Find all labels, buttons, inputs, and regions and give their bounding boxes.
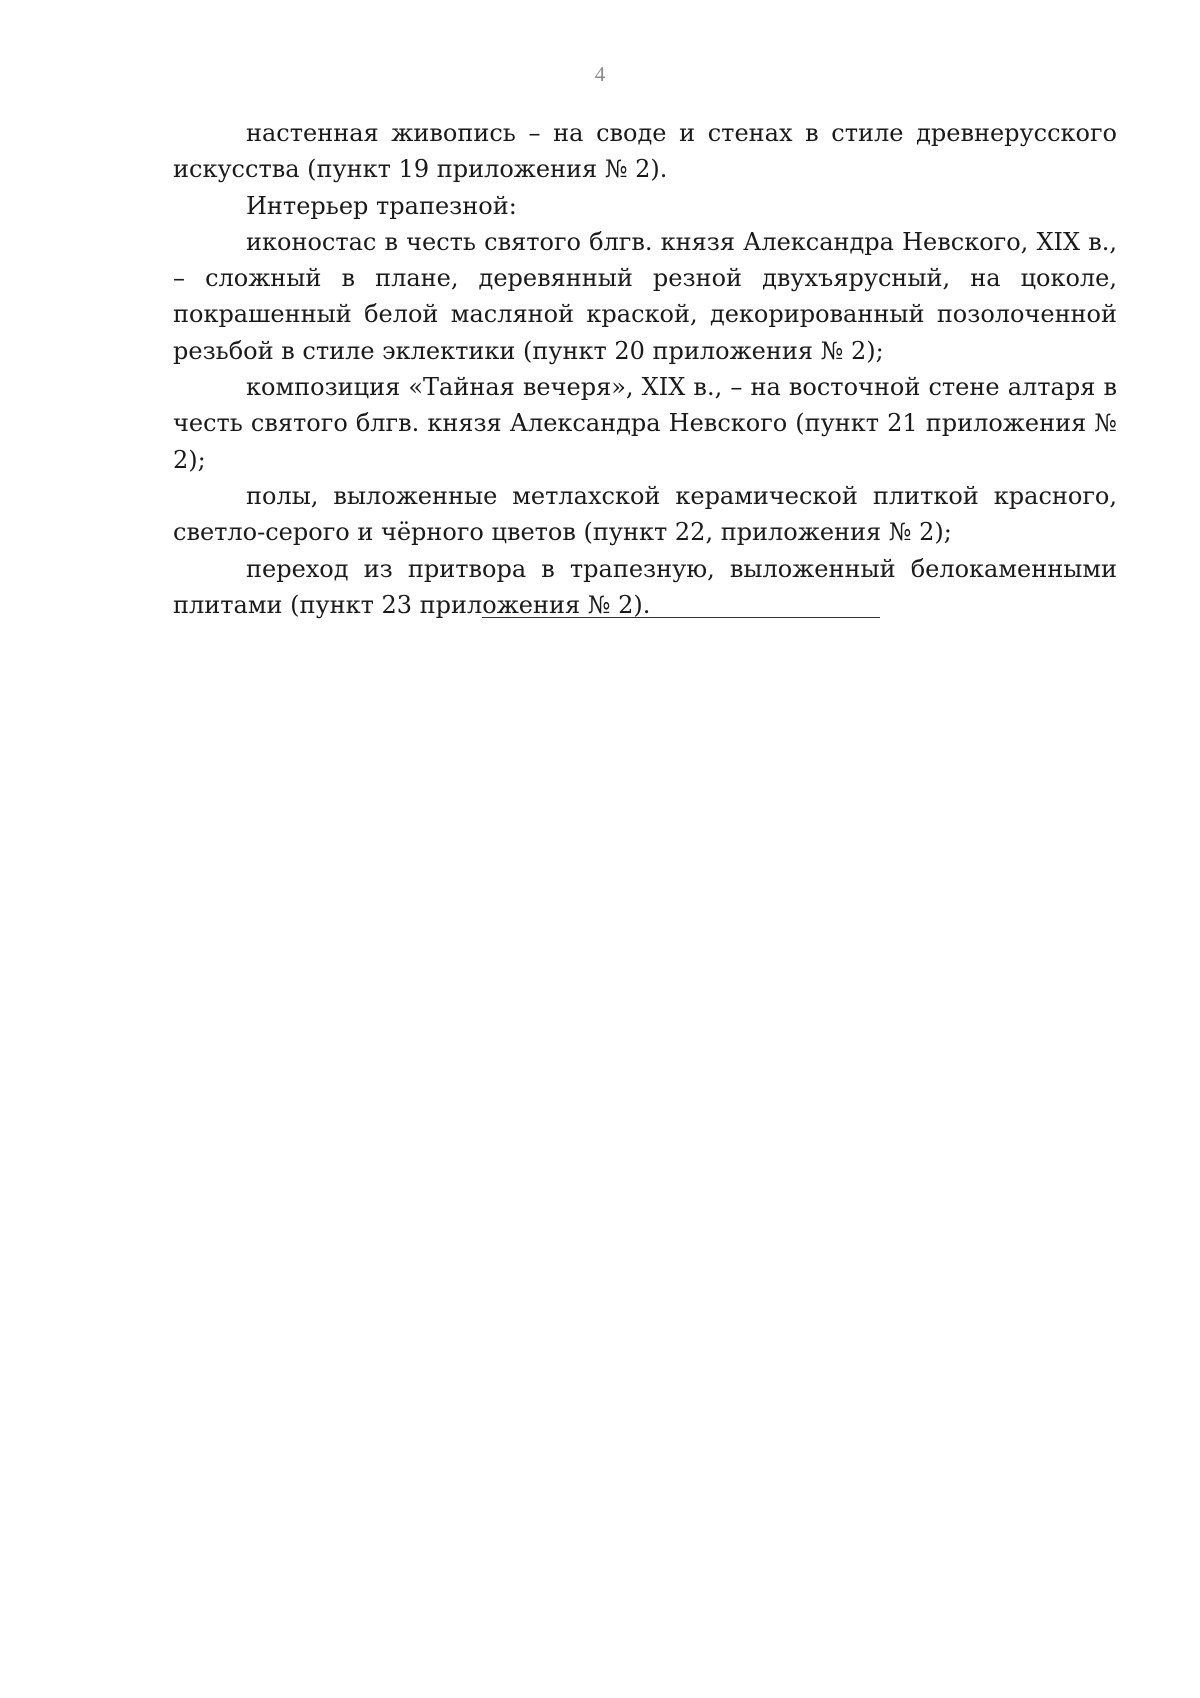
paragraph-passage: переход из притвора в трапезную, выложенный белокаменными плитами (пункт 23 приложения № 2). (173, 554, 1117, 619)
paragraph-last-supper: композиция «Тайная вечеря», XIX в., – на восточной стене алтаря в честь святого блгв. князя Александра Невского (пункт 21 приложения № 2); (173, 373, 1117, 474)
paragraph-floors: полы, выложенные метлахской керамической плиткой красного, светло-серого и чёрного цветов (пункт 22, приложения № 2); (173, 481, 1117, 547)
document-body (173, 115, 1117, 623)
page-number: 4 (594, 62, 606, 86)
end-divider-line (482, 617, 880, 618)
paragraph-wall-painting: настенная живопись – на своде и стенах в стиле древнерусского искусства (пункт 19 приложения № 2). (173, 119, 1117, 184)
paragraph-refectory-heading: Интерьер трапезной: (246, 191, 517, 220)
paragraph-iconostasis: иконостас в честь святого блгв. князя Александра Невского, XIX в., – сложный в плане, деревянный резной двухъярусный, на цоколе, покрашенный белой масляной краской, декорированный позолоченной резьбой в стиле эклектики (пункт 20 приложения № 2); (173, 227, 1117, 365)
